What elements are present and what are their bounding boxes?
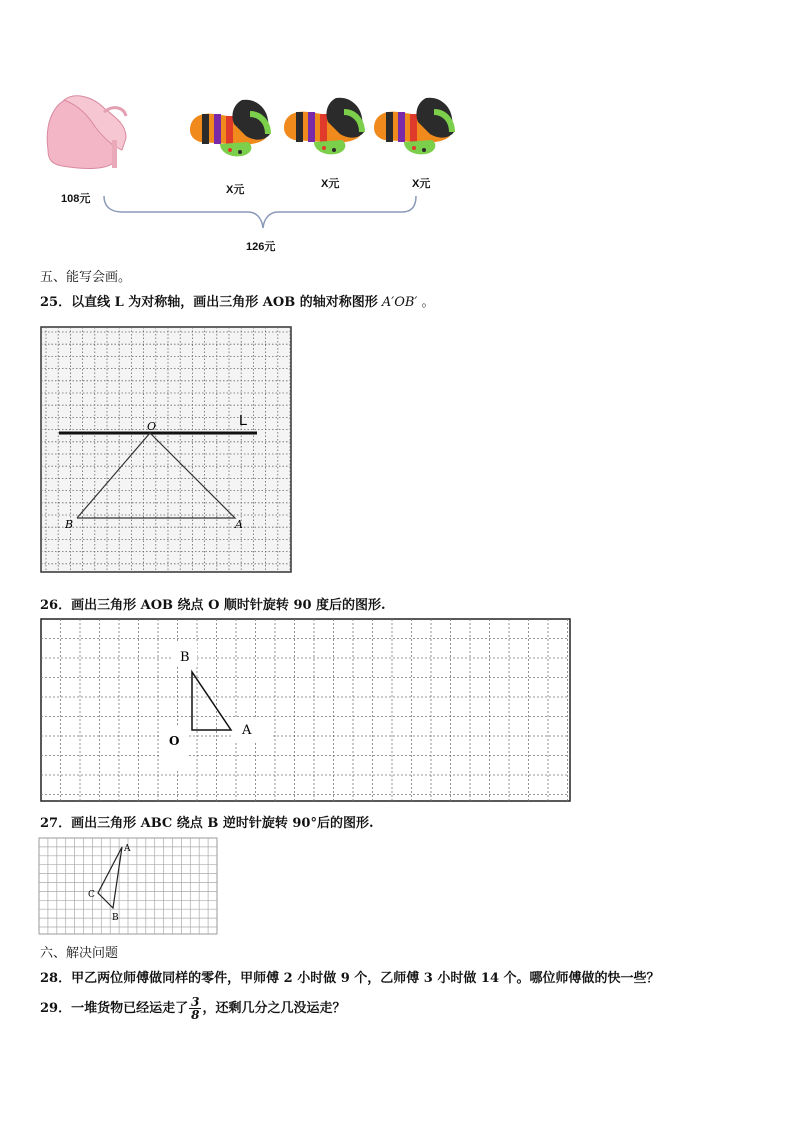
- shoes-illustration: [0, 0, 794, 260]
- section5-title: 五、能写会画。: [40, 270, 132, 285]
- fraction-denominator: 8: [191, 1008, 200, 1022]
- question-26: 26．画出三角形 AOB 绕点 O 顺时针旋转 90 度后的图形.: [40, 598, 386, 613]
- label-c: C: [88, 890, 95, 900]
- fraction-three-eighths: [189, 996, 201, 1021]
- section6-title: 六、解决问题: [40, 946, 119, 961]
- question-25: [40, 291, 435, 310]
- label-a: A: [124, 844, 131, 854]
- label-b: B: [180, 650, 190, 665]
- q25-grid: [41, 327, 291, 572]
- sock-pair-icon: [190, 100, 270, 157]
- shoe-price-label: 108元: [61, 193, 91, 205]
- label-b: B: [112, 913, 119, 923]
- brace: [104, 196, 416, 228]
- question-28: 28．甲乙两位师傅做同样的零件，甲师傅 2 小时做 9 个，乙师傅 3 小时做 14 个。哪位师傅做的快一些？: [40, 971, 660, 986]
- sock-price-label: X元: [226, 184, 245, 196]
- label-o: O: [169, 734, 180, 748]
- question-25-math: A′OB′: [381, 295, 418, 310]
- sock-pair-icon: [374, 98, 454, 155]
- label-l: L: [239, 412, 248, 429]
- question-25-text: 25．以直线 L 为对称轴，画出三角形 AOB 的轴对称图形: [40, 295, 378, 310]
- question-29: [40, 996, 345, 1021]
- label-a: A: [242, 723, 252, 738]
- label-o: O: [147, 420, 157, 433]
- sock-pair-icon: [284, 98, 364, 155]
- fraction-numerator: 3: [191, 995, 200, 1009]
- question-25-end: 。: [421, 295, 435, 310]
- q27-grid: [39, 838, 217, 934]
- sock-price-label: X元: [412, 178, 431, 190]
- total-price-label: 126元: [246, 241, 276, 253]
- question-27: 27．画出三角形 ABC 绕点 B 逆时针旋转 90°后的图形.: [40, 816, 374, 831]
- q26-grid: [41, 619, 570, 801]
- sock-price-label: X元: [321, 178, 340, 190]
- question-29-after: ，还剩几分之几没运走？: [202, 1001, 346, 1016]
- shoe-icon: [47, 96, 126, 169]
- label-a: A: [235, 518, 243, 531]
- question-29-before: 29．一堆货物已经运走了: [40, 1001, 189, 1016]
- label-b: B: [65, 518, 74, 531]
